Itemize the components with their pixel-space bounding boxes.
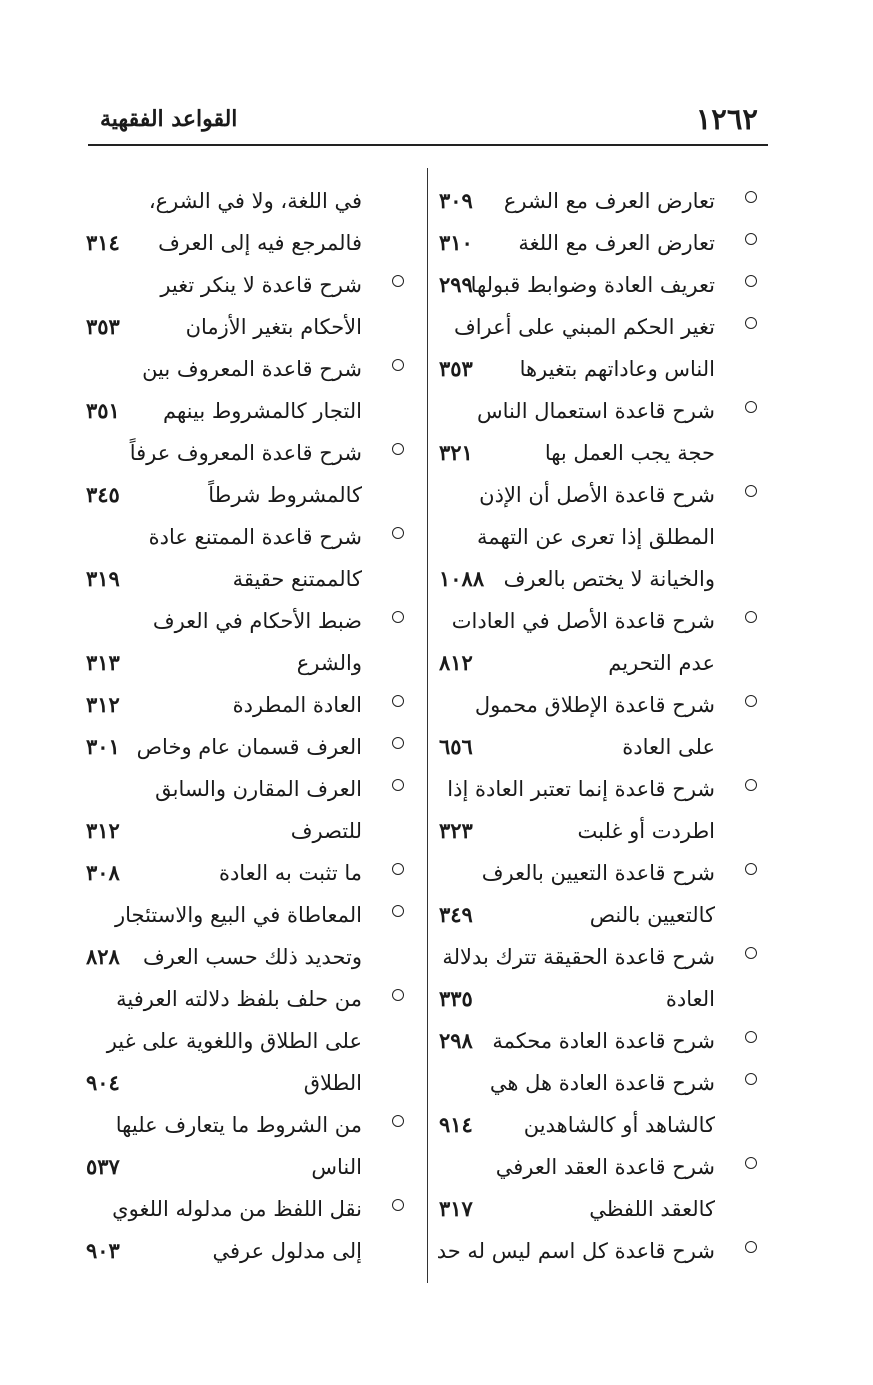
entry-text-line: شرح قاعدة المعروف بين xyxy=(142,357,362,381)
entry-text-line: والشرع xyxy=(296,651,362,675)
index-entry xyxy=(433,1062,763,1146)
entry-text-line: على الطلاق واللغوية على غير xyxy=(106,1029,362,1053)
index-entry xyxy=(80,600,410,684)
bullet-circle-icon xyxy=(745,947,757,959)
entry-page-number: ٢٩٨ xyxy=(439,1028,473,1053)
entry-page-number: ٥٣٧ xyxy=(86,1154,120,1179)
entry-text-line: فالمرجع فيه إلى العرف xyxy=(158,231,362,255)
index-entry xyxy=(433,600,763,684)
entry-text-line: كالمشروط شرطاً xyxy=(208,483,362,507)
entry-page-number: ٣٠١ xyxy=(86,734,120,759)
entry-page-number: ٢٩٩ xyxy=(439,272,473,297)
index-entry xyxy=(80,1104,410,1188)
index-entry xyxy=(433,1230,763,1272)
bullet-circle-icon xyxy=(392,611,404,623)
book-title: القواعد الفقهية xyxy=(100,106,238,132)
index-entry xyxy=(80,852,410,894)
entry-text-line: ضبط الأحكام في العرف xyxy=(152,609,362,633)
entry-text-line: تعريف العادة وضوابط قبولها xyxy=(470,273,715,297)
entry-text-line: في اللغة، ولا في الشرع، xyxy=(148,189,362,213)
bullet-circle-icon xyxy=(745,233,757,245)
entry-page-number: ٩٠٣ xyxy=(86,1238,120,1263)
column-divider xyxy=(427,168,428,1283)
entry-text-line: التجار كالمشروط بينهم xyxy=(162,399,362,423)
bullet-circle-icon xyxy=(745,611,757,623)
index-entry xyxy=(433,222,763,264)
entry-text-line: شرح قاعدة كل اسم ليس له حد xyxy=(436,1239,715,1263)
entry-text-line: على العادة xyxy=(622,735,715,759)
index-entry xyxy=(433,180,763,222)
index-entry xyxy=(80,264,410,348)
entry-page-number: ١٠٨٨ xyxy=(439,566,485,591)
index-entry xyxy=(433,768,763,852)
entry-text-line: من الشروط ما يتعارف عليها xyxy=(115,1113,362,1137)
entry-page-number: ٣١٢ xyxy=(86,818,120,843)
bullet-circle-icon xyxy=(745,275,757,287)
bullet-circle-icon xyxy=(392,779,404,791)
entry-text-line: المعاطاة في البيع والاستئجار xyxy=(115,903,362,927)
index-entry xyxy=(433,264,763,306)
entry-page-number: ٣٢٣ xyxy=(439,818,473,843)
entry-text-line: شرح قاعدة لا ينكر تغير xyxy=(160,273,362,297)
bullet-circle-icon xyxy=(392,905,404,917)
entry-text-line: المطلق إذا تعرى عن التهمة xyxy=(477,525,715,549)
entry-text-line: تعارض العرف مع اللغة xyxy=(518,231,715,255)
bullet-circle-icon xyxy=(745,401,757,413)
bullet-circle-icon xyxy=(745,1157,757,1169)
entry-text-line: إلى مدلول عرفي xyxy=(212,1239,362,1263)
entry-page-number: ٣٤٩ xyxy=(439,902,473,927)
index-entry xyxy=(80,348,410,432)
entry-text-line: كالتعيين بالنص xyxy=(589,903,715,927)
entry-text-line: كالعقد اللفظي xyxy=(589,1197,715,1221)
bullet-circle-icon xyxy=(392,359,404,371)
entry-text-line: للتصرف xyxy=(290,819,362,843)
index-entry xyxy=(80,894,410,978)
entry-page-number: ٣٠٨ xyxy=(86,860,120,885)
index-column-left xyxy=(80,180,410,1272)
bullet-circle-icon xyxy=(392,695,404,707)
entry-text-line: شرح قاعدة إنما تعتبر العادة إذا xyxy=(447,777,715,801)
entry-text-line: العرف قسمان عام وخاص xyxy=(136,735,362,759)
index-entry xyxy=(80,432,410,516)
bullet-circle-icon xyxy=(745,1241,757,1253)
entry-page-number: ٩١٤ xyxy=(439,1112,473,1137)
entry-page-number: ٣١٣ xyxy=(86,650,120,675)
entry-page-number: ٨١٢ xyxy=(439,650,473,675)
entry-page-number: ٣٥١ xyxy=(86,398,120,423)
entry-page-number: ٣١٠ xyxy=(439,230,473,255)
index-entry xyxy=(433,306,763,390)
entry-text-line: حجة يجب العمل بها xyxy=(544,441,715,465)
entry-text-line: شرح قاعدة استعمال الناس xyxy=(476,399,715,423)
entry-text-line: الناس xyxy=(311,1155,362,1179)
entry-page-number: ٣٣٥ xyxy=(439,986,473,1011)
bullet-circle-icon xyxy=(392,989,404,1001)
entry-page-number: ٣٥٣ xyxy=(86,314,120,339)
entry-text-line: ما تثبت به العادة xyxy=(218,861,362,885)
entry-text-line: شرح قاعدة العادة هل هي xyxy=(489,1071,715,1095)
index-entry xyxy=(433,684,763,768)
index-entry xyxy=(80,516,410,600)
entry-page-number: ٣٠٩ xyxy=(439,188,473,213)
entry-text-line: شرح قاعدة الأصل أن الإذن xyxy=(479,483,715,507)
entry-text-line: نقل اللفظ من مدلوله اللغوي xyxy=(112,1197,362,1221)
entry-text-line: والخيانة لا يختص بالعرف xyxy=(503,567,715,591)
entry-text-line: شرح قاعدة التعيين بالعرف xyxy=(481,861,715,885)
bullet-circle-icon xyxy=(745,317,757,329)
entry-text-line: اطردت أو غلبت xyxy=(577,819,715,843)
entry-text-line: عدم التحريم xyxy=(608,651,715,675)
bullet-circle-icon xyxy=(392,737,404,749)
index-entry xyxy=(433,852,763,936)
entry-text-line: من حلف بلفظ دلالته العرفية xyxy=(116,987,362,1011)
bullet-circle-icon xyxy=(745,863,757,875)
entry-text-line: شرح قاعدة الحقيقة تترك بدلالة xyxy=(442,945,715,969)
entry-page-number: ٩٠٤ xyxy=(86,1070,120,1095)
entry-page-number: ٣٤٥ xyxy=(86,482,120,507)
index-entry xyxy=(433,390,763,474)
entry-text-line: شرح قاعدة المعروف عرفاً xyxy=(129,441,362,465)
entry-text-line: تغير الحكم المبني على أعراف xyxy=(453,315,715,339)
entry-page-number: ٣٢١ xyxy=(439,440,473,465)
page-header xyxy=(88,100,768,146)
index-entry xyxy=(80,978,410,1104)
entry-text-line: الطلاق xyxy=(303,1071,362,1095)
bullet-circle-icon xyxy=(392,275,404,287)
entry-page-number: ٣١٩ xyxy=(86,566,120,591)
bullet-circle-icon xyxy=(392,1199,404,1211)
bullet-circle-icon xyxy=(745,485,757,497)
entry-page-number: ٣١٢ xyxy=(86,692,120,717)
entry-text-line: العادة المطردة xyxy=(232,693,362,717)
index-entry xyxy=(433,474,763,600)
bullet-circle-icon xyxy=(392,527,404,539)
index-entry xyxy=(433,1020,763,1062)
entry-text-line: الناس وعاداتهم بتغيرها xyxy=(519,357,715,381)
entry-text-line: وتحديد ذلك حسب العرف xyxy=(143,945,362,969)
index-entry xyxy=(80,180,410,264)
entry-page-number: ٨٢٨ xyxy=(86,944,120,969)
bullet-circle-icon xyxy=(745,191,757,203)
bullet-circle-icon xyxy=(745,1031,757,1043)
entry-page-number: ٣٥٣ xyxy=(439,356,473,381)
bullet-circle-icon xyxy=(392,443,404,455)
index-column-right xyxy=(433,180,763,1272)
entry-text-line: كالممتنع حقيقة xyxy=(232,567,362,591)
page-number: ١٢٦٢ xyxy=(695,102,758,136)
index-entry xyxy=(80,726,410,768)
bullet-circle-icon xyxy=(392,863,404,875)
bullet-circle-icon xyxy=(745,779,757,791)
index-entry xyxy=(80,1188,410,1272)
bullet-circle-icon xyxy=(745,695,757,707)
entry-page-number: ٣١٤ xyxy=(86,230,120,255)
bullet-circle-icon xyxy=(745,1073,757,1085)
entry-text-line: تعارض العرف مع الشرع xyxy=(503,189,715,213)
entry-text-line: كالشاهد أو كالشاهدين xyxy=(523,1113,715,1137)
index-entry xyxy=(80,768,410,852)
entry-text-line: شرح قاعدة الممتنع عادة xyxy=(148,525,362,549)
index-entry xyxy=(433,1146,763,1230)
entry-text-line: شرح قاعدة الأصل في العادات xyxy=(451,609,715,633)
index-entry xyxy=(80,684,410,726)
entry-text-line: شرح قاعدة العقد العرفي xyxy=(495,1155,715,1179)
bullet-circle-icon xyxy=(392,1115,404,1127)
entry-text-line: شرح قاعدة العادة محكمة xyxy=(492,1029,715,1053)
entry-text-line: شرح قاعدة الإطلاق محمول xyxy=(474,693,715,717)
entry-page-number: ٦٥٦ xyxy=(439,734,473,759)
entry-text-line: العرف المقارن والسابق xyxy=(155,777,362,801)
entry-text-line: الأحكام بتغير الأزمان xyxy=(185,315,362,339)
entry-page-number: ٣١٧ xyxy=(439,1196,473,1221)
index-entry xyxy=(433,936,763,1020)
entry-text-line: العادة xyxy=(665,987,715,1011)
